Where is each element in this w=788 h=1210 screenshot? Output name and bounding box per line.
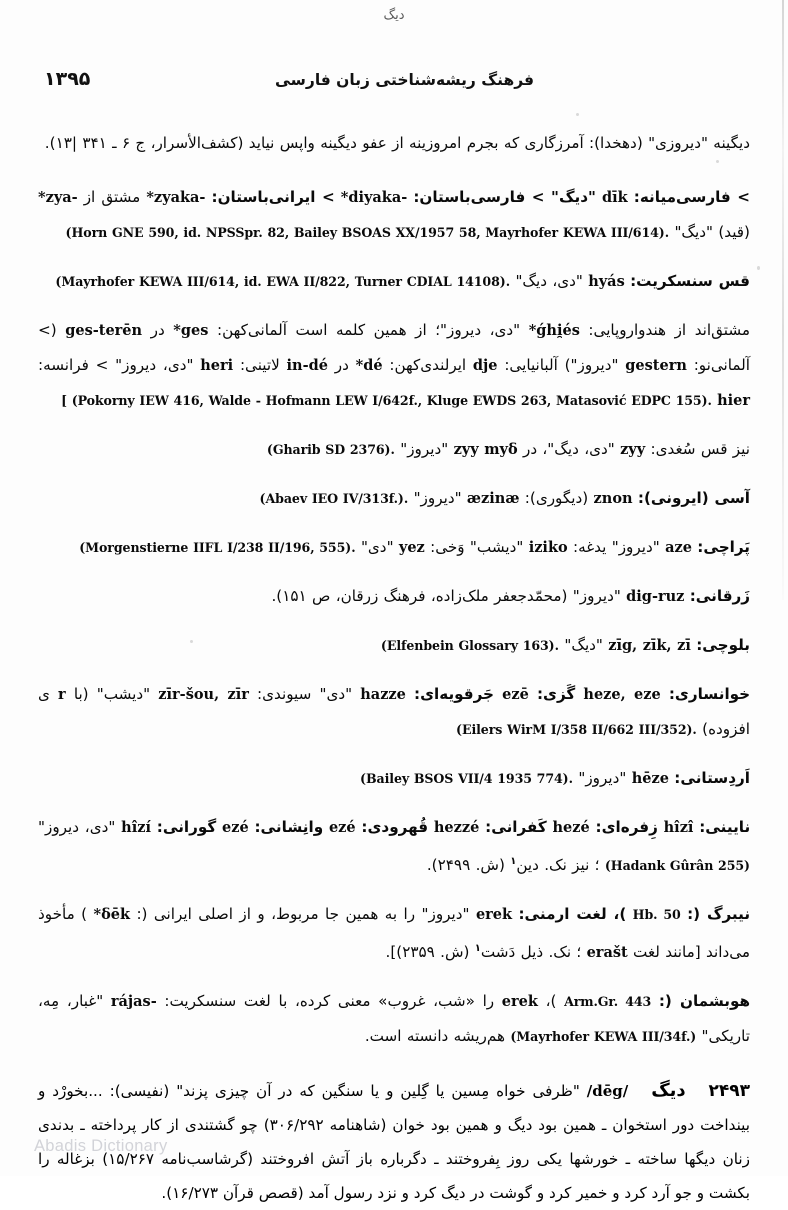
paragraph-ardestani <box>38 761 750 796</box>
text-run: (قید) "دیگ" <box>674 223 750 241</box>
text-run: "دیروز" <box>400 440 449 458</box>
citation: (Morgenstierne IIFL I/238 II/196, 555). <box>79 540 356 555</box>
translit-hezze: hezzé <box>433 819 480 836</box>
translit-rajas: rájas- <box>110 993 157 1011</box>
entry-number: ۲۴۹۳ <box>708 1081 751 1102</box>
translit-gesteren: ges-terēn <box>65 322 143 339</box>
text-run: را «شب، غروب» معنی کرده، با لغت سنسکریت: <box>164 992 495 1011</box>
citation-armgr: Arm.Gr. 443 <box>564 994 652 1010</box>
text-run: مشتق از <box>83 188 141 206</box>
translit-heri: heri <box>200 357 234 374</box>
translit-hizi: hîzî <box>663 819 694 836</box>
entry-pronunciation: /dēg/ <box>586 1082 629 1101</box>
text-run: (> آلمانی‌نو: <box>38 321 751 374</box>
translit-erek-2: erek <box>501 993 538 1011</box>
translit-zig-zik-zi: zīg, zīk, zī <box>608 637 691 654</box>
text-run: ؛ نک. ذیل دَشت <box>480 943 582 962</box>
text-run: مشتق‌اند از هندواروپایی: <box>588 321 751 339</box>
translit-eze: ezē <box>502 686 529 703</box>
text-run: "دی، دیگ"، در <box>522 440 615 458</box>
translit-zya: *zya- <box>38 189 78 206</box>
text-run: "دیشب" وَخی: <box>430 538 524 556</box>
text-run: ایرلندی‌کهن: <box>389 356 467 374</box>
text-run: گورانی: <box>156 818 217 836</box>
scan-edge-artifact <box>782 0 784 600</box>
translit-dje: dje <box>472 357 498 374</box>
translit-dek: *δēk <box>93 906 131 924</box>
text-run: "غبار، مِه، تاریکی" <box>38 992 750 1046</box>
text-run: "دیروز" یدغه: <box>572 538 660 556</box>
text-run: ی افزوده) <box>38 685 750 738</box>
paragraph-naini <box>38 810 750 883</box>
text-run: "دیروز" (محمّدجعفر ملک‌زاده، فرهنگ زرقان، ص ۱۵۱). <box>271 587 621 605</box>
text-run: نیبرگ (: <box>687 905 751 924</box>
citation: (Bailey BSOS VII/4 1935 774). <box>360 771 574 786</box>
text-run: اَردِستانی: <box>674 769 750 787</box>
text-run: "دیروز" را به همین جا مربوط، و از اصلی ایرانی (: <box>136 905 470 924</box>
text-run: وانِشانی: <box>254 818 324 836</box>
text-run: پَراچی: <box>697 538 750 556</box>
text-run: "دی، دیروز" > فرانسه: <box>38 356 194 374</box>
translit-erek: erek <box>475 906 513 924</box>
translit-zyaka: *zyaka- <box>146 189 206 206</box>
translit-hazze: hazze <box>360 686 406 703</box>
translit-eze-vaneshani: ezé <box>222 819 249 836</box>
scan-speck <box>576 113 579 116</box>
text-run: "دی، دیروز"؛ از همین کلمه است آلمانی‌کهن: <box>216 321 521 339</box>
paragraph-digine: دیگینه "دیروزی" (دهخدا): آمرزگاری که بجرم امروزینه از عفو دیگینه واپس نیاید (کشف‌الأسرار، ج ۶ ـ ۳۴۱ |۱۳). <box>44 134 750 152</box>
translit-aze: aze <box>665 539 692 556</box>
page-content <box>38 126 750 1210</box>
text-run: کَفرانی: <box>485 818 547 836</box>
text-run: "دی" سیوندی: <box>257 685 353 703</box>
entry-quotations: ...بخورْد و بینداخت دور استخوان ـ همین بود دیگ و همین بود خوان (شاهنامه ۳۰۶/۲۹۲) چو گشتندی از کار پرداخته ـ بدندی زنان دیگها ساخته ـ خورشها یکی روز بِفروختند ـ دگرباره باز آتش افروختند (گرشاسب‌نامه ۱۵/۲۶۷) بزغاله را بکشت و جو آرد کرد و خمیر کرد و گوشت در دیگ کرد و نزد رسول آمد (قصص قرآن ۱۶/۲۷۳). <box>38 1082 750 1203</box>
text-run: "دیگ" <box>564 636 603 654</box>
text-run: > فارسی‌میانه: <box>633 188 750 206</box>
translit-heze-zefrei: hezé <box>552 819 590 836</box>
translit-hier: hier <box>717 392 750 409</box>
page-number: ۱۳۹۵ <box>44 68 91 90</box>
text-run: نایینی: <box>699 818 751 836</box>
translit-iziko: iziko <box>528 539 568 556</box>
paragraph-middle-persian-etymology <box>38 180 750 250</box>
text-run: "دیشب" (با <box>73 685 151 703</box>
translit-de: *dé <box>355 357 383 374</box>
text-run: "دیروز" <box>578 769 627 787</box>
translit-zyy-myd: zyy myδ <box>453 441 518 458</box>
text-run: ) مأخوذ می‌داند [مانند لغت <box>38 905 750 962</box>
paragraph-baluchi <box>38 628 750 663</box>
citation: [ (Pokorny IEW 416, Walde - Hofmann LEW I/642f., Kluge EWDS 263, Matasović EDPC 155). <box>61 393 712 408</box>
paragraph-khwansari <box>38 677 750 747</box>
text-run: زِفره‌ای: <box>595 818 658 836</box>
text-run: در <box>334 356 349 374</box>
translit-zyy: zyy <box>620 441 646 458</box>
translit-eze-qohrudi: ezé <box>328 819 356 836</box>
text-run: آسی (ایرونی): <box>637 489 750 507</box>
text-run: )، <box>545 992 557 1011</box>
translit-inde: in-dé <box>286 357 328 374</box>
entry-definition: "ظرفی خواه مِسین یا گِلین و یا سنگین که در آن چیزی پزند" (نفیسی): <box>109 1082 580 1101</box>
text-run: )، لغت ارمنی: <box>518 905 627 924</box>
citation: (Hadank Gûrân 255) <box>604 858 750 874</box>
text-run: "دی، دیگ" <box>515 272 583 290</box>
citation: (Eilers WirM I/358 II/662 III/352). <box>455 722 697 737</box>
paragraph-sogdian <box>38 432 750 467</box>
translit-hyas: hyás <box>588 273 625 290</box>
text-run: "دی، دیروز" <box>38 818 116 836</box>
text-run: "دی" <box>360 538 394 556</box>
paragraph-indo-european <box>38 313 750 418</box>
footnote-marker: ۱ <box>474 943 481 955</box>
paragraph-hubschmann <box>38 984 750 1054</box>
translit-dig-ruz: dig-ruz <box>626 588 685 605</box>
scan-speck <box>757 266 760 270</box>
citation: (Horn GNE 590, id. NPSSpr. 82, Bailey BSOAS XX/1957 58, Mayrhofer KEWA III/614). <box>65 225 670 240</box>
citation-hb: Hb. 50 <box>632 907 681 923</box>
paragraph-zarqani <box>38 579 750 614</box>
text-run: جَرقویه‌ای: <box>414 685 495 703</box>
footnote-marker: ۱ <box>510 856 517 867</box>
text-run: "دیروز") آلبانیایی: <box>504 356 619 374</box>
paragraph-sanskrit <box>38 264 750 299</box>
page-header <box>44 68 744 90</box>
translit-gestern: gestern <box>625 357 687 374</box>
text-run: لاتینی: <box>239 356 280 374</box>
paragraph-ossetic <box>38 481 750 516</box>
citation: (Elfenbein Glossary 163). <box>380 638 560 653</box>
translit-hizi-gurani: hîzí <box>121 819 151 836</box>
translit-heze-eze: heze, eze <box>583 686 661 703</box>
translit-erast: erašt <box>586 944 628 962</box>
text-run: (ش. ۲۳۵۹)]. <box>385 943 470 962</box>
translit-r: r <box>58 686 66 703</box>
text-run: نیز قس سُغدی: <box>650 440 750 458</box>
translit-ges: *ges <box>173 322 209 339</box>
translit-diyaka: *diyaka- <box>340 189 408 206</box>
text-run: قس سنسکریت: <box>630 272 750 290</box>
translit-znon: znon <box>593 490 633 507</box>
text-run: قُهرودی: <box>361 818 429 836</box>
citation: (Mayrhofer KEWA III/34f.) <box>510 1029 697 1045</box>
text-run: (ش. ۲۴۹۹). <box>426 856 505 875</box>
translit-aezinae: æzinæ <box>466 490 520 507</box>
text-run: زَرقانی: <box>689 587 750 605</box>
text-run: "دیروز" <box>413 489 462 507</box>
translit-heze-ardestani: hēze <box>631 770 669 787</box>
entry-headword: دیگ <box>651 1080 686 1102</box>
watermark: Abadis Dictionary <box>34 1137 168 1155</box>
translit-yez: yez <box>398 539 425 556</box>
paragraph-parachi <box>38 530 750 565</box>
text-run: ؛ نیز نک. دین <box>516 856 600 875</box>
book-title: فرهنگ ریشه‌شناختی زبان فارسی <box>274 71 534 89</box>
translit-dik: dīk <box>602 189 628 206</box>
citation: (Abaev IEO IV/313f.). <box>259 491 409 506</box>
citation: (Mayrhofer KEWA III/614, id. EWA II/822, Turner CDIAL 14108). <box>55 274 511 289</box>
paragraph-nyberg <box>38 897 750 970</box>
running-head: دیگ <box>383 8 405 23</box>
text-run: (دیگوری): <box>524 489 589 507</box>
text-run: گَزی: <box>536 685 576 703</box>
translit-pie-root: *ǵhi̯és <box>528 322 580 339</box>
text-run: بلوچی: <box>696 636 750 654</box>
text-run: در <box>150 321 165 339</box>
citation: (Gharib SD 2376). <box>266 442 395 457</box>
text-run: هم‌ریشه دانسته است. <box>364 1027 506 1046</box>
text-run: "دیگ" > فارسی‌باستان: <box>413 188 596 206</box>
text-run: > ایرانی‌باستان: <box>211 188 335 206</box>
translit-zir-sou: zīr-šou, zīr <box>158 686 249 703</box>
text-run: هوبشمان (: <box>658 992 751 1011</box>
text-run: خوانساری: <box>668 685 751 703</box>
